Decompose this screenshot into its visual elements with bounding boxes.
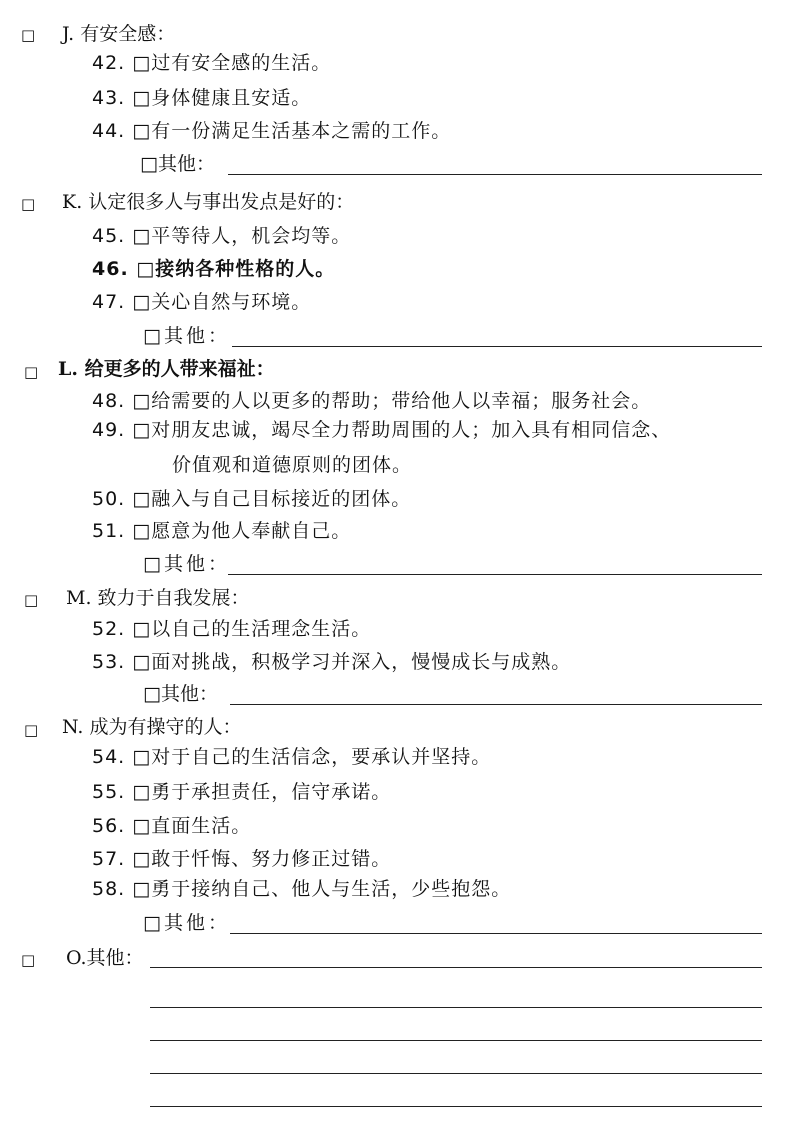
other-label[interactable]: □其他： [143,325,230,347]
fill-in-line[interactable] [230,933,762,934]
section-checkbox[interactable]: □ [21,195,36,213]
fill-in-line[interactable] [150,1040,762,1041]
item-56[interactable]: 56. □直面生活。 [92,815,252,837]
item-57[interactable]: 57. □敢于忏悔、努力修正过错。 [92,848,392,870]
fill-in-line[interactable] [228,174,762,175]
fill-in-line[interactable] [150,967,762,968]
item-47[interactable]: 47. □关心自然与环境。 [92,291,312,313]
fill-in-line[interactable] [232,346,762,347]
section-checkbox[interactable]: □ [21,951,36,969]
section-checkbox[interactable]: □ [24,721,39,739]
section-m-title: M. 致力于自我发展： [66,587,250,609]
section-j-title: J. 有安全感： [62,23,176,45]
item-58[interactable]: 58. □勇于接纳自己、他人与生活，少些抱怨。 [92,878,512,900]
item-45[interactable]: 45. □平等待人，机会均等。 [92,225,352,247]
fill-in-line[interactable] [150,1073,762,1074]
section-checkbox[interactable]: □ [24,363,39,381]
other-label[interactable]: □其他： [143,683,218,705]
section-l-title: L. 给更多的人带来福祉： [58,358,275,380]
item-49-continuation: 价值观和道德原则的团体。 [172,454,413,476]
item-49[interactable]: 49. □对朋友忠诚，竭尽全力帮助周围的人；加入具有相同信念、 [92,419,672,441]
section-checkbox[interactable]: □ [24,591,39,609]
item-55[interactable]: 55. □勇于承担责任，信守承诺。 [92,781,392,803]
section-checkbox[interactable]: □ [21,26,36,44]
item-51[interactable]: 51. □愿意为他人奉献自己。 [92,520,352,542]
item-46[interactable]: 46. □接纳各种性格的人。 [92,258,336,280]
section-k-title: K. 认定很多人与事出发点是好的： [62,191,355,213]
section-o-title: O.其他： [66,947,144,969]
section-n-title: N. 成为有操守的人： [62,716,242,738]
fill-in-line[interactable] [150,1007,762,1008]
item-50[interactable]: 50. □融入与自己目标接近的团体。 [92,488,412,510]
other-label[interactable]: □其他： [143,912,230,934]
item-48[interactable]: 48. □给需要的人以更多的帮助；带给他人以幸福；服务社会。 [92,390,652,412]
item-42[interactable]: 42. □过有安全感的生活。 [92,52,332,74]
fill-in-line[interactable] [228,574,762,575]
fill-in-line[interactable] [150,1106,762,1107]
fill-in-line[interactable] [230,704,762,705]
item-44[interactable]: 44. □有一份满足生活基本之需的工作。 [92,120,452,142]
item-43[interactable]: 43. □身体健康且安适。 [92,87,312,109]
item-54[interactable]: 54. □对于自己的生活信念，要承认并坚持。 [92,746,492,768]
other-label[interactable]: □其他： [143,553,230,575]
item-53[interactable]: 53. □面对挑战，积极学习并深入，慢慢成长与成熟。 [92,651,572,673]
item-52[interactable]: 52. □以自己的生活理念生活。 [92,618,372,640]
other-label[interactable]: □其他： [140,153,215,175]
